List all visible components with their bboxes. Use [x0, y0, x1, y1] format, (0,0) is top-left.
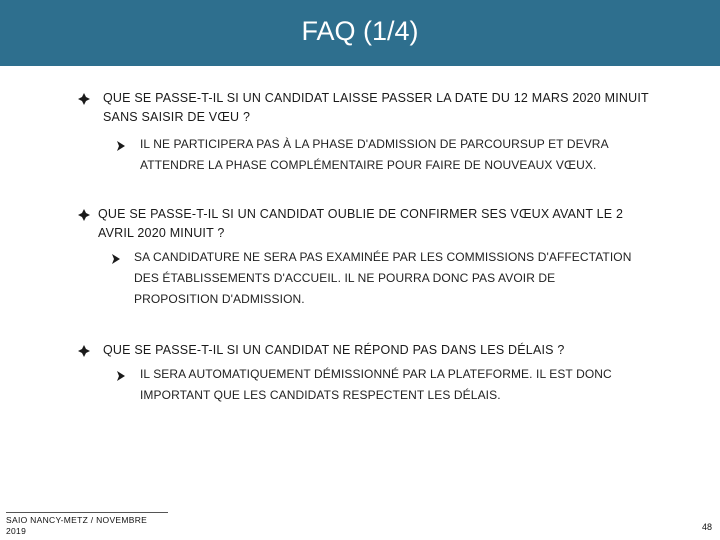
page-number: 48 — [701, 522, 712, 532]
footer-source: SAIO NANCY-METZ / NOVEMBRE 2019 — [6, 515, 148, 536]
diamond-bullet-icon — [78, 209, 90, 221]
faq-question-2: QUE SE PASSE-T-IL SI UN CANDIDAT OUBLIE DE CONFIRMER SES VŒUX AVANT LE 2 AVRIL 2020 MINUIT ? — [98, 207, 624, 240]
slide-title: FAQ (1/4) — [301, 16, 419, 46]
diamond-bullet-icon — [78, 93, 90, 105]
faq-question-3: QUE SE PASSE-T-IL SI UN CANDIDAT NE RÉPOND PAS DANS LES DÉLAIS ? — [103, 343, 565, 357]
faq-answer-3: IL SERA AUTOMATIQUEMENT DÉMISSIONNÉ PAR LA PLATEFORME. IL EST DONC IMPORTANT QUE LES CANDIDATS RESPECTENT LES DÉLAIS. — [140, 367, 612, 402]
footer-divider — [6, 512, 168, 513]
arrow-bullet-icon — [115, 140, 127, 152]
faq-answer-2: SA CANDIDATURE NE SERA PAS EXAMINÉE PAR LES COMMISSIONS D'AFFECTATION DES ÉTABLISSEMENTS D'ACCUEIL. IL NE POURRA DONC PAS AVOIR DE PROPOSITION D'ADMISSION. — [134, 250, 632, 306]
faq-answer-1: IL NE PARTICIPERA PAS À LA PHASE D'ADMISSION DE PARCOURSUP ET DEVRA ATTENDRE LA PHASE COMPLÉMENTAIRE POUR FAIRE DE NOUVEAUX VŒUX. — [140, 137, 609, 172]
title-bar — [0, 0, 720, 66]
arrow-bullet-icon — [115, 370, 127, 382]
faq-question-1: QUE SE PASSE-T-IL SI UN CANDIDAT LAISSE PASSER LA DATE DU 12 MARS 2020 MINUIT SANS SAISIR DE VŒU ? — [103, 91, 649, 124]
arrow-bullet-icon — [110, 253, 122, 265]
diamond-bullet-icon — [78, 345, 90, 357]
